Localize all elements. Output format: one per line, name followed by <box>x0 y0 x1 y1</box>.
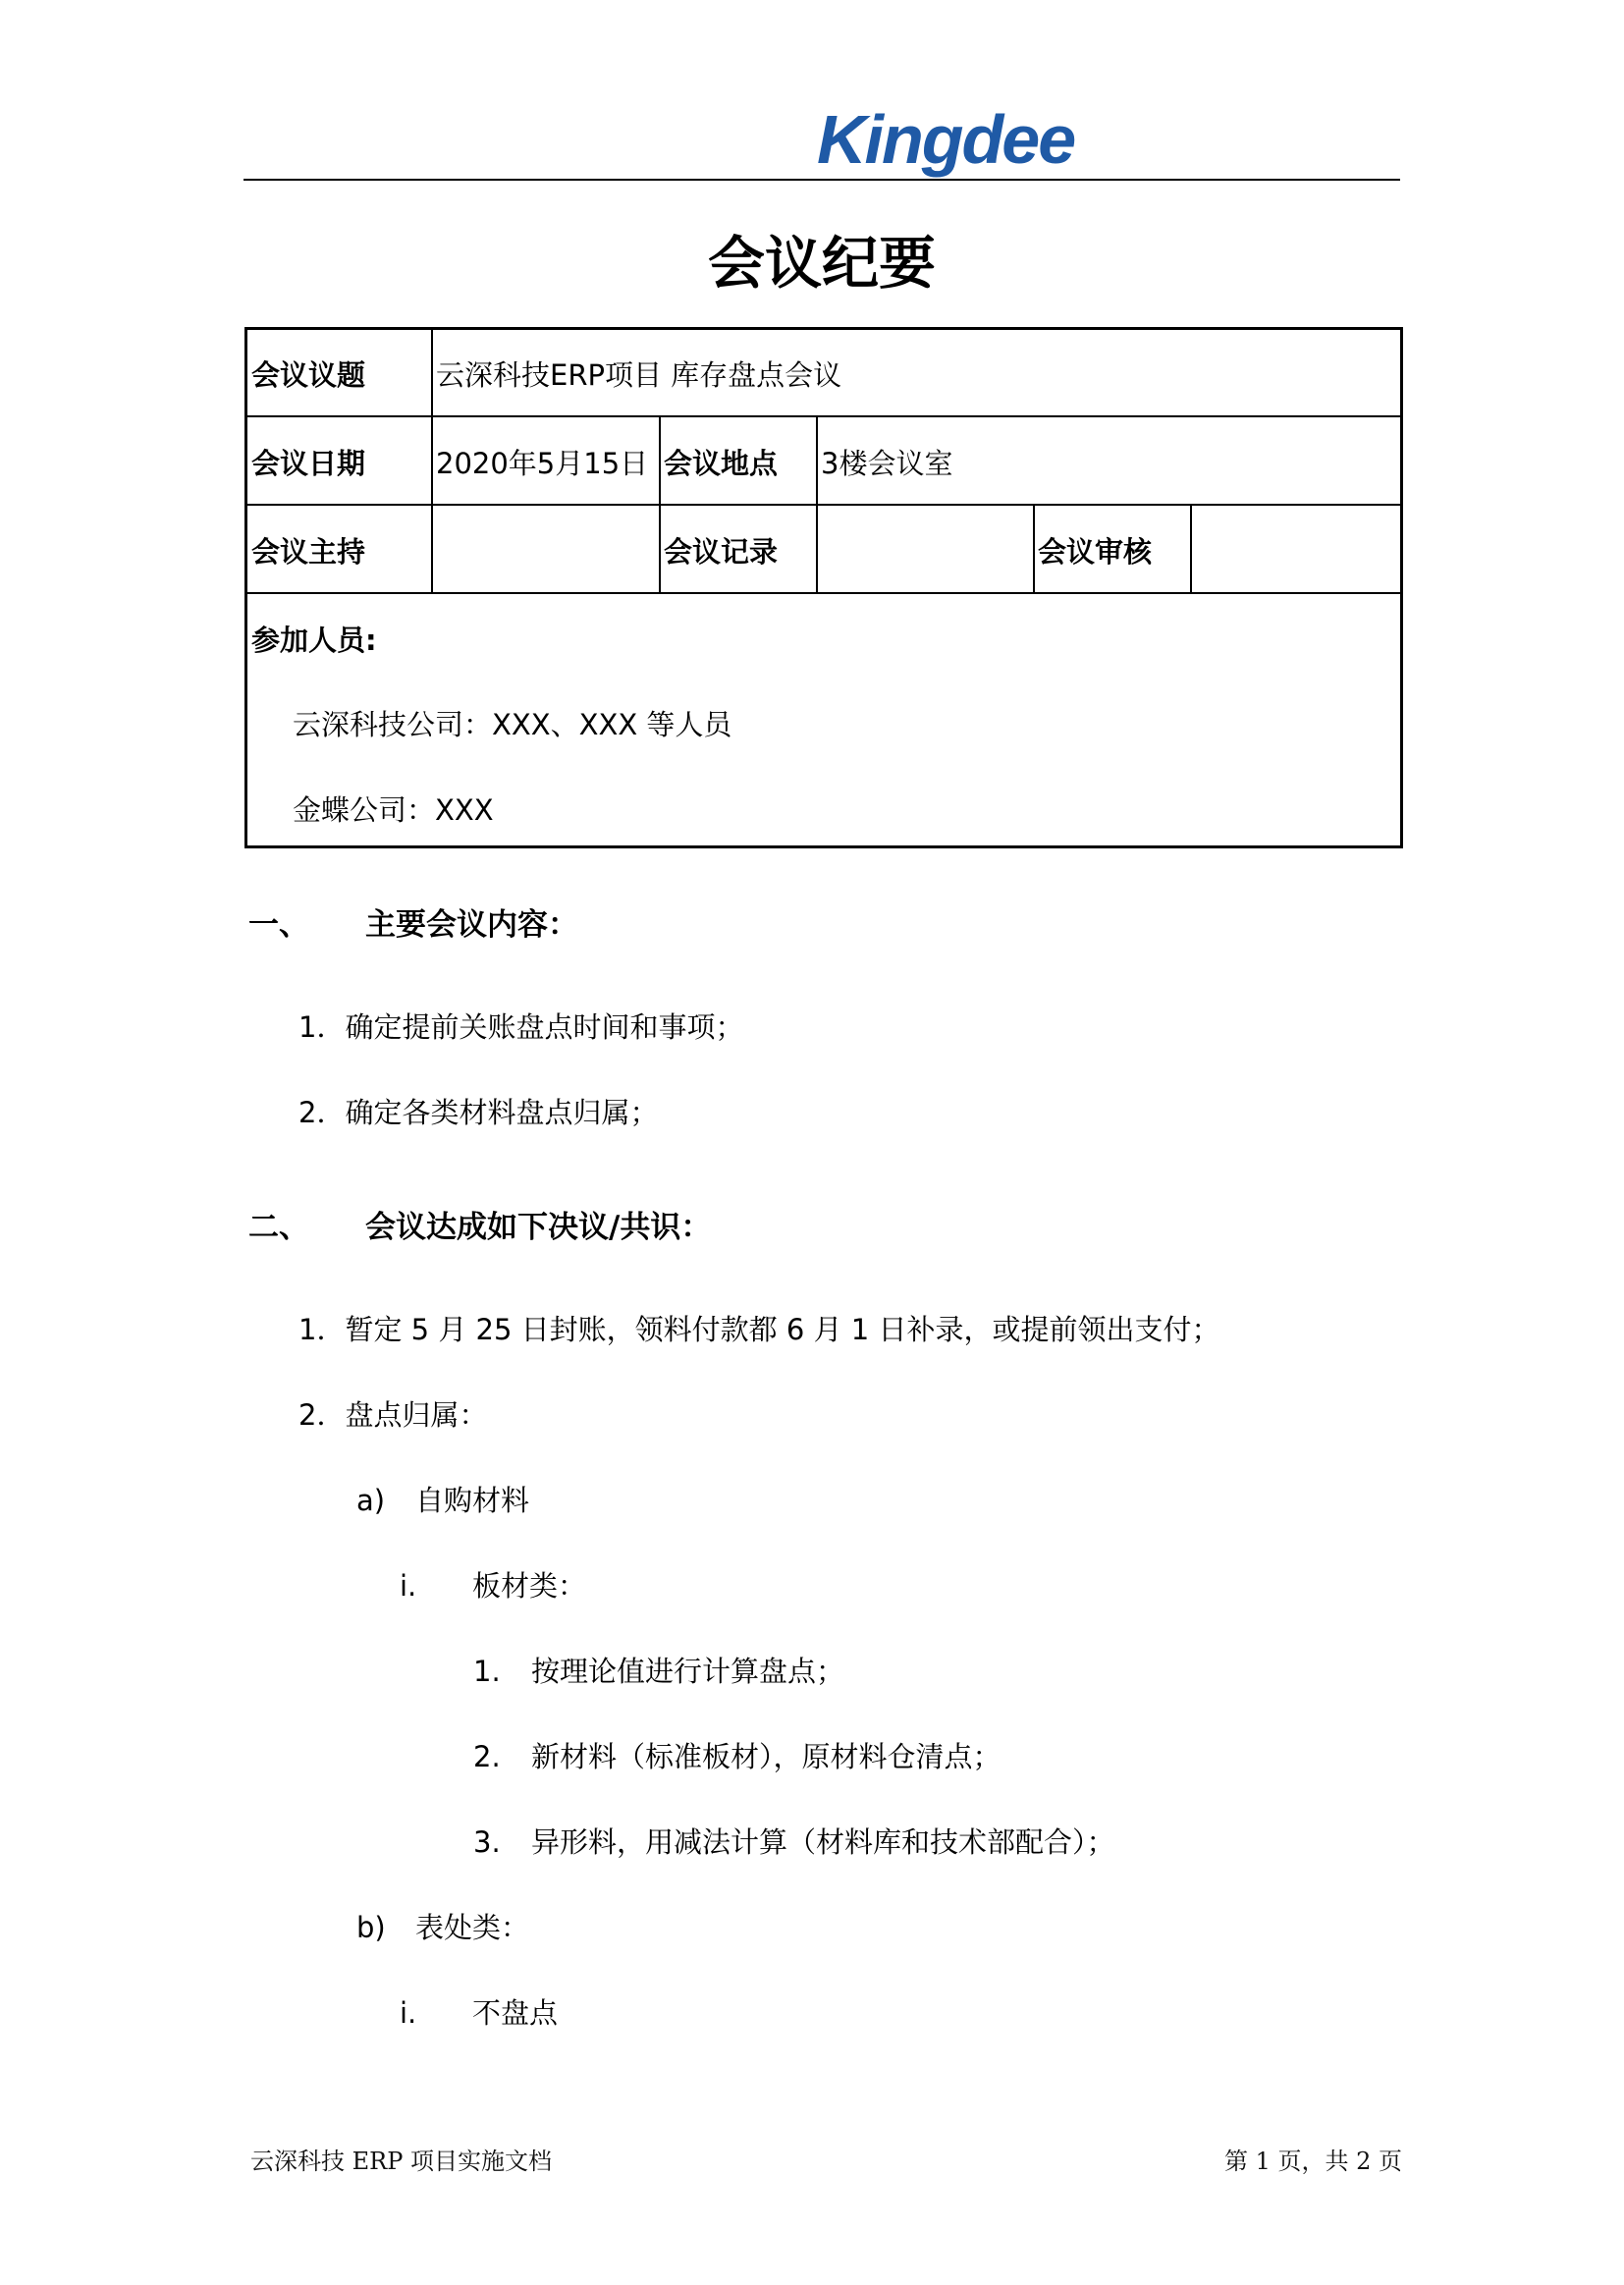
kingdee-logo: Kingdee <box>817 101 1075 178</box>
numbered-item: 按理论值进行计算盘点； <box>531 1655 845 1688</box>
sub-list-item: 表处类： <box>415 1911 530 1944</box>
footer-page-number: 第 1 页，共 2 页 <box>1224 2148 1403 2175</box>
list-item: 1．确定提前关账盘点时间和事项； <box>298 1010 744 1044</box>
numbered-item: 异形料，用减法计算（材料库和技术部配合）； <box>531 1825 1115 1859</box>
header-divider <box>244 179 1400 181</box>
table-col-divider <box>431 330 433 592</box>
table-col-divider <box>1033 504 1035 592</box>
numbered-item: 新材料（标准板材），原材料仓清点； <box>531 1740 1001 1773</box>
numbered-marker: 1. <box>473 1655 501 1688</box>
recorder-label: 会议记录 <box>664 535 779 569</box>
attendee-line: 金蝶公司：XXX <box>293 793 494 827</box>
sub-sub-list-marker: i. <box>400 1569 417 1603</box>
table-col-divider <box>816 415 818 592</box>
table-col-divider <box>1190 504 1192 592</box>
list-item: 1．暂定 5 月 25 日封账，领料付款都 6 月 1 日补录，或提前领出支付； <box>298 1313 1220 1346</box>
table-row-divider <box>247 504 1400 506</box>
sub-list-marker: a) <box>356 1484 386 1517</box>
sub-sub-list-item: 不盘点 <box>472 1996 559 2030</box>
sub-sub-list-marker: i. <box>400 1996 417 2030</box>
host-label: 会议主持 <box>251 535 366 569</box>
date-label: 会议日期 <box>251 447 366 480</box>
table-col-divider <box>659 415 661 592</box>
meeting-info-table <box>244 327 1403 848</box>
reviewer-label: 会议审核 <box>1038 535 1153 569</box>
attendees-label: 参加人员: <box>251 624 377 657</box>
section-number: 二、 <box>248 1210 309 1245</box>
list-item: 2．确定各类材料盘点归属； <box>298 1096 659 1129</box>
section-number: 一、 <box>248 907 309 943</box>
date-value: 2020年5月15日 <box>436 447 649 480</box>
table-row-divider <box>247 415 1400 417</box>
numbered-marker: 2. <box>473 1740 501 1773</box>
section-heading: 主要会议内容： <box>365 907 578 943</box>
location-label: 会议地点 <box>664 447 779 480</box>
list-item: 2．盘点归属： <box>298 1398 488 1432</box>
location-value: 3楼会议室 <box>821 447 953 480</box>
table-row-divider <box>247 592 1400 594</box>
footer-left: 云深科技 ERP 项目实施文档 <box>250 2148 552 2175</box>
topic-value: 云深科技ERP项目 库存盘点会议 <box>436 358 842 392</box>
sub-list-item: 自购材料 <box>415 1484 530 1517</box>
sub-sub-list-item: 板材类： <box>472 1569 587 1603</box>
sub-list-marker: b) <box>356 1911 386 1944</box>
section-heading: 会议达成如下决议/共识： <box>365 1210 712 1245</box>
numbered-marker: 3. <box>473 1825 501 1859</box>
topic-label: 会议议题 <box>251 358 366 392</box>
attendee-line: 云深科技公司：XXX、XXX 等人员 <box>293 708 732 741</box>
document-title: 会议纪要 <box>707 230 936 297</box>
